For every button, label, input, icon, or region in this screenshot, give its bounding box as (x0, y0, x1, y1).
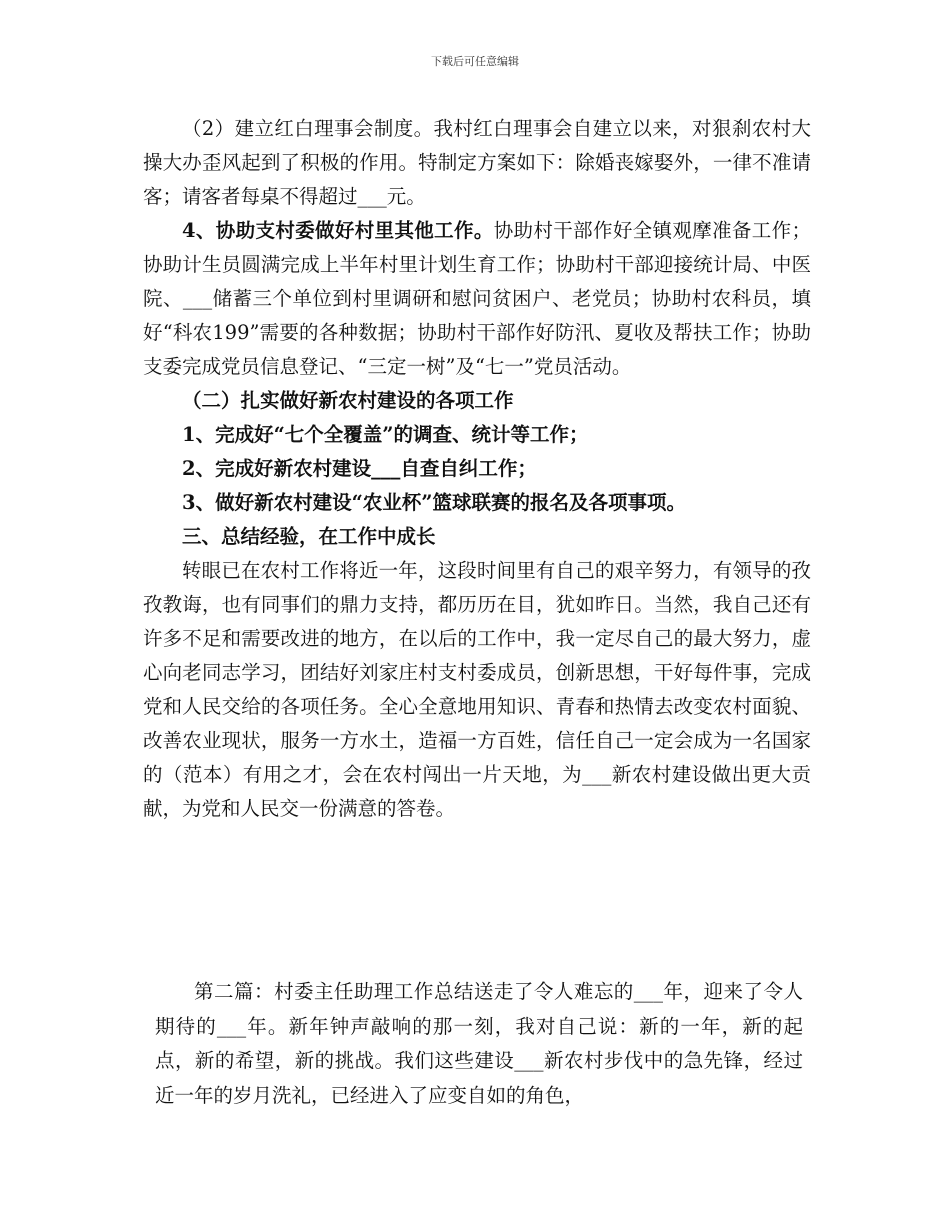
paragraph-second-article-intro: 第二篇：村委主任助理工作总结送走了令人难忘的___年，迎来了令人期待的___年。新年钟声敲响的那一刻，我对自己说：新的一年，新的起点，新的希望，新的挑战。我们这些建设___新农村步伐中的急先锋，经过近一年的岁月洗礼，已经进入了应变自如的角色， (155, 980, 803, 1107)
paragraph-assist-village-committee: 4、协助支村委做好村里其他工作。协助村干部作好全镇观摩准备工作；协助计生员圆满完成上半年村里计划生育工作；协助村干部迎接统计局、中医院、___储蓄三个单位到村里调研和慰问贫困户、老党员；协助村农科员，填好“科农199”需要的各种数据；协助村干部作好防汛、夏收及帮扶工作；协助支委完成党员信息登记、“三定一树”及“七一”党员活动。 (143, 219, 811, 378)
list-item-3: 3、做好新农村建设“农业杯”篮球联赛的报名及各项事项。 (182, 491, 687, 514)
paragraph-red-white-council: （2）建立红白理事会制度。我村红白理事会自建立以来，对狠刹农村大操大办歪风起到了积极的作用。特制定方案如下：除婚丧嫁娶外，一律不准请客；请客者每桌不得超过___元。 (143, 117, 811, 208)
document-body (143, 112, 811, 826)
paragraph-summary: 转眼已在农村工作将近一年，这段时间里有自己的艰辛努力，有领导的孜孜教诲，也有同事们的鼎力支持，都历历在目，犹如昨日。当然，我自己还有许多不足和需要改进的地方，在以后的工作中，我一定尽自己的最大努力，虚心向老同志学习，团结好刘家庄村支村委成员，创新思想，干好每件事，完成党和人民交给的各项任务。全心全意地用知识、青春和热情去改变农村面貌、改善农业现状，服务一方水土，造福一方百姓，信任自己一定会成为一名国家的（范本）有用之才，会在农村闯出一片天地，为___新农村建设做出更大贡献，为党和人民交一份满意的答卷。 (143, 559, 811, 820)
section-heading-summary: 三、总结经验，在工作中成长 (182, 525, 436, 548)
list-item-2: 2、完成好新农村建设___自查自纠工作； (182, 457, 537, 480)
second-article (155, 975, 803, 1113)
paragraph-lead: 4、协助支村委做好村里其他工作。 (182, 219, 494, 242)
page-header: 下载后可任意编辑 (431, 55, 519, 68)
section-heading-new-village: （二）扎实做好新农村建设的各项工作 (182, 389, 514, 412)
list-item-1: 1、完成好“七个全覆盖”的调查、统计等工作； (182, 423, 589, 446)
